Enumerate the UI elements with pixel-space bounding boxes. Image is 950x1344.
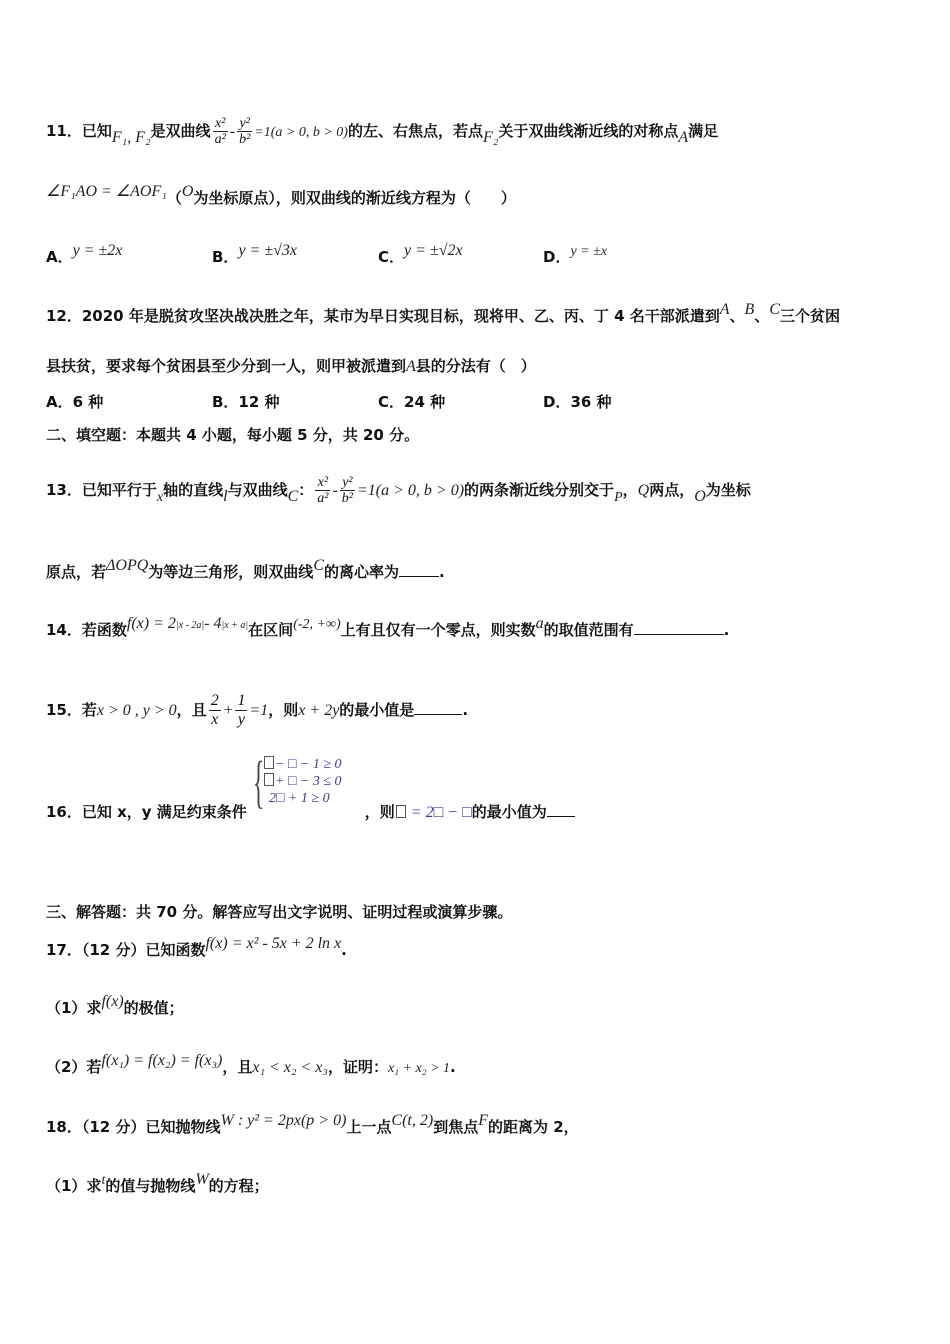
q13-math-x: x [156, 490, 164, 505]
q11-text: 满足 [688, 122, 719, 140]
q15-plus: + [222, 702, 234, 719]
q12-math-b: B [744, 301, 755, 318]
q18-text: 的距离为 2， [487, 1118, 579, 1136]
q14-math-exp2: |x + a| [221, 620, 249, 631]
q18-math-point: C(t, 2) [391, 1112, 434, 1129]
q14-math-interval: (-2, +∞) [293, 617, 341, 632]
q15-frac-2x: $\frac{2}{x}$ [210, 692, 219, 728]
q17-text: （1）求 [46, 999, 102, 1017]
q11-text: 关于双曲线渐近线的对称点 [498, 122, 679, 140]
q12-math-a: A [719, 301, 730, 318]
q16-text: ，则 [364, 803, 395, 821]
q12-text: 县的分法有（ ） [415, 357, 536, 375]
q14-text: 14．若函数 [46, 621, 127, 639]
q18-text: 到焦点 [433, 1118, 479, 1136]
q12-text: 12．2020 年是脱贫攻坚决战决胜之年，某市为早日实现目标，现将甲、乙、丙、丁 4 名干部派遣到 [46, 307, 720, 325]
q12-math-c: C [769, 301, 780, 318]
q16-constraint-2: + □ − 3 ≤ 0 [275, 774, 342, 789]
q12-option-a: A．6 种 [46, 393, 104, 411]
q17-text: （2）若 [46, 1058, 102, 1076]
q13-frac-y: $\frac{\text{y²}}{\text{b²}}$ [341, 475, 353, 506]
q11-math-a: A [678, 129, 689, 146]
q15-line [46, 692, 468, 729]
q18-math-parabola: W : y² = 2px(p > 0) [220, 1112, 347, 1129]
q14-text: 在区间 [248, 621, 294, 639]
q13-text: 与双曲线 [227, 481, 288, 499]
q13-text: 两点， [649, 481, 695, 499]
q16-math-objective: = 2□ − □ [406, 804, 472, 821]
q14-text: 上有且仅有一个零点，则实数 [340, 621, 536, 639]
q13-text: 轴的直线 [163, 481, 224, 499]
q14-line [46, 615, 730, 643]
q17-text: ，证明： [327, 1058, 388, 1076]
section3-heading: 三、解答题：共 70 分。解答应写出文字说明、证明过程或演算步骤。 [46, 903, 513, 921]
q11-text: 为坐标原点），则双曲线的渐近线方程为（ ） [193, 189, 516, 207]
q17-math-equal: f(x₁) = f(x₂) = f(x₃) [101, 1052, 223, 1069]
q16-answer-blank[interactable] [547, 802, 575, 817]
q12-option-d: D．36 种 [543, 393, 612, 411]
q18-text: 上一点 [346, 1118, 392, 1136]
q11-math-o: O [181, 183, 194, 200]
q18-math-focus: F [478, 1112, 488, 1129]
q13-line2 [46, 557, 445, 583]
q15-text: . [462, 701, 469, 719]
q12-text: 、 [729, 307, 745, 325]
q13-text: 为等边三角形，则双曲线 [148, 563, 314, 581]
q12-line2 [46, 356, 536, 377]
q13-text: 为坐标 [705, 481, 751, 499]
q13-frac-x: $\frac{\text{x²}}{\text{a²}}$ [317, 475, 329, 506]
q16-text: 的最小值为 [471, 803, 547, 821]
q13-math-c: C [313, 557, 324, 574]
q17-part1 [46, 993, 184, 1019]
q11-option-b: B．y = ±√3x [212, 242, 297, 266]
q14-answer-blank[interactable] [634, 620, 724, 635]
q17-math-f: f(x) = x² - 5x + 2 ln x [205, 935, 342, 952]
q15-answer-blank[interactable] [414, 700, 462, 715]
q11-math-angle: ∠F₁AO = ∠AOF₁ [46, 183, 167, 200]
q13-text: 13．已知平行于 [46, 481, 157, 499]
q18-math-t: t [101, 1173, 106, 1188]
q12-option-c: C．24 种 [378, 393, 446, 411]
q11-frac-y: $\frac{\text{y²}}{\text{b²}}$ [239, 116, 251, 147]
q11-frac-x: $\frac{\text{x²}}{\text{a²}}$ [214, 116, 226, 147]
q17-text: ，且 [222, 1058, 253, 1076]
q18-text: 的值与抛物线 [105, 1177, 196, 1195]
q16-text: 16．已知 x，y 满足约束条件 [46, 803, 247, 821]
q11-option-c: C．y = ±√2x [378, 242, 463, 266]
q11-line2 [46, 183, 516, 209]
q18-part1 [46, 1171, 269, 1198]
q14-text: 的取值范围有 [543, 621, 634, 639]
q13-text: ， [622, 481, 638, 499]
section2-heading: 二、填空题：本题共 4 小题，每小题 5 分，共 20 分。 [46, 426, 420, 444]
q17-text: . [450, 1058, 456, 1076]
q15-text: ，则 [268, 701, 299, 719]
q14-math-minus4: - 4 [204, 615, 222, 632]
q16-constraint-1: − □ − 1 ≥ 0 [275, 757, 342, 772]
q11-math-f2: F₂ [482, 129, 499, 146]
q13-math-o: O [694, 488, 706, 505]
q14-text: . [723, 621, 730, 639]
q13-answer-blank[interactable] [399, 562, 439, 577]
q17-math-order: x₁ < x₂ < x₃ [252, 1059, 328, 1076]
q15-math-cond: x > 0 , y > 0 [96, 702, 177, 719]
q15-text: ，且 [176, 701, 207, 719]
q18-math-w: W [195, 1171, 209, 1188]
q18-line1 [46, 1112, 579, 1138]
q11-text: 11．已知 [46, 122, 112, 140]
q11-text: 的左、右焦点，若点 [347, 122, 483, 140]
q12-text: 县扶贫，要求每个贫困县至少分到一人，则甲被派遣到 [46, 357, 407, 375]
q12-text: 三个贫困 [780, 307, 841, 325]
q12-text: 、 [754, 307, 770, 325]
q13-math-triangle: ΔOPQ [106, 557, 149, 574]
q14-math-exp1: |x - 2a| [175, 620, 205, 631]
q15-frac-1y: $\frac{1}{y}$ [237, 692, 246, 728]
q13-math-l: l [223, 488, 228, 505]
placeholder-box-icon [396, 805, 406, 818]
q13-line1 [46, 475, 751, 506]
q14-math-f: f(x) = 2 [126, 615, 176, 632]
q18-text: 18．（12 分）已知抛物线 [46, 1118, 221, 1136]
q13-math-cond: =1(a > 0, b > 0) [357, 482, 465, 499]
q11-minus: - [229, 123, 236, 140]
q13-math-c: C [287, 488, 299, 505]
q15-text: 15．若 [46, 701, 97, 719]
q11-line1 [46, 116, 718, 147]
placeholder-box-icon [264, 756, 274, 769]
q17-line1 [46, 935, 347, 961]
q17-text: 的极值； [123, 999, 184, 1017]
q12-option-b: B．12 种 [212, 393, 280, 411]
q11-option-a: A．y = ±2x [46, 242, 123, 266]
q14-math-a: a [535, 615, 544, 632]
q13-minus: - [332, 482, 338, 499]
q15-math-eq: =1 [249, 702, 269, 719]
q17-math-fx: f(x) [101, 993, 124, 1010]
q18-text: （1）求 [46, 1177, 102, 1195]
q11-math-cond: =1(a > 0, b > 0) [254, 125, 348, 140]
q12-math-a: A [406, 358, 416, 375]
q16-constraint-system [253, 749, 342, 814]
q13-math-p: P [614, 490, 623, 505]
q11-text: （ [166, 189, 182, 207]
brace-icon: { [253, 749, 265, 814]
q13-text: 的两条渐近线分别交于 [464, 481, 615, 499]
q17-math-claim: x₁ + x₂ > 1 [387, 1061, 451, 1076]
q11-text: 是双曲线 [150, 122, 211, 140]
q17-part2 [46, 1052, 456, 1079]
q15-text: 的最小值是 [339, 701, 415, 719]
q12-line1 [46, 301, 841, 327]
q18-text: 的方程； [208, 1177, 269, 1195]
q13-text: 的离心率为 [323, 563, 399, 581]
q13-text: ： [298, 481, 314, 499]
q13-text: 原点，若 [46, 563, 107, 581]
q11-option-d: D．y = ±x [543, 244, 608, 266]
placeholder-box-icon [264, 773, 274, 786]
q17-text: 17．（12 分）已知函数 [46, 941, 206, 959]
q11-math-foci: F₁, F₂ [111, 129, 151, 146]
q15-math-expr: x + 2y [298, 702, 340, 719]
q16-constraint-3: 2□ + 1 ≥ 0 [269, 791, 330, 806]
q17-text: . [341, 941, 347, 959]
q13-text: . [439, 563, 445, 581]
q13-math-q: Q [637, 482, 650, 499]
